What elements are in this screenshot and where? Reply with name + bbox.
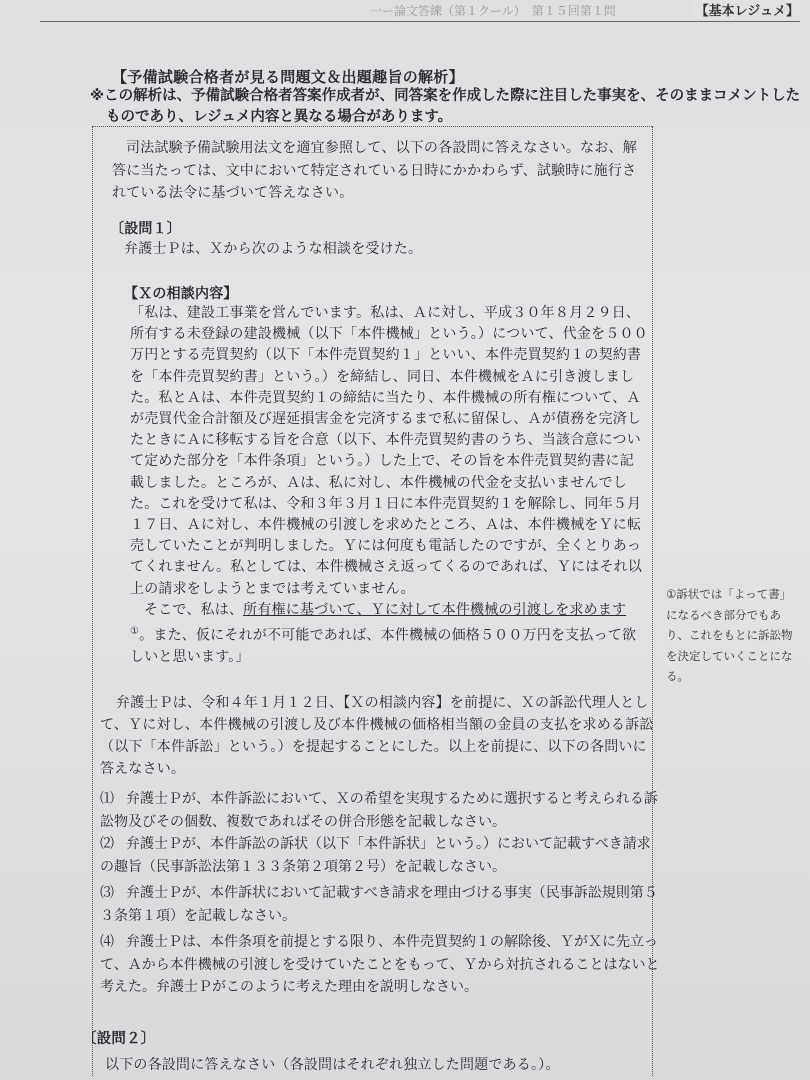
box-top-border (92, 126, 652, 127)
box-left-border (92, 126, 93, 1076)
underlined-claim: 所有権に基づいて、Ｙに対して本件機械の引渡しを求めます (243, 601, 627, 618)
annotation-mark: ① (130, 626, 140, 638)
sub-question-number: ⑷ (100, 934, 114, 950)
question-1-label: 〔設問１〕 (110, 221, 181, 237)
section-heading: 【予備試験合格者が見る問題文＆出題趣旨の解析】 (112, 68, 464, 86)
disclaimer-note: ※この解析は、予備試験合格者答案作成者が、同答案を作成した際に注目した事実を、そのままコメントしたものであり、レジュメ内容と異なる場合があります。 (90, 88, 801, 125)
margin-comment: ①訴状では「よって書」になるべき部分でもあり、これをもとに訴訟物を決定していくことになる。 (666, 587, 793, 683)
problem-intro: 司法試験予備試験用法文を適宜参照して、以下の各設問に答えなさい。なお、解答に当たっては、文中において特定されている日時にかかわらず、試験時に施行されている法令に基づいて答えなさい。 (112, 140, 637, 201)
sub-question-1 (100, 788, 660, 833)
sub-question-text: 弁護士Ｐが、本件訴訟において、Ｘの希望を実現するために選択すると考えられる訴訟物及びその個数、複数であればその併合形態を記載しなさい。 (100, 791, 658, 830)
question-2-label: 〔設問２〕 (82, 1031, 156, 1047)
sub-question-text: 弁護士Ｐが、本件訴訟の訴状（以下「本件訴状」という。）において記載すべき請求の趣旨（民事訴訟法第１３３条第２項第２号）を記載しなさい。 (100, 836, 651, 875)
consultation-content (130, 303, 648, 668)
sub-question-text: 弁護士Ｐが、本件訴状において記載すべき請求を理由づける事実（民事訴訟規則第５３条第１項）を記載しなさい。 (100, 885, 658, 924)
sub-question-number: ⑶ (100, 885, 114, 901)
consultation-paragraph-1: 「私は、建設工事業を営んでいます。私は、Ａに対し、平成３０年８月２９日、所有する未登録の建設機械（以下「本件機械」という。）について、代金を５００万円とする売買契約（以下「本件売買契約１」といい、本件売買契約１の契約書を「本件売買契約書」という。）を締結し、同日、本件機械をＡに引き渡しました。私とＡは、本件売買契約１の締結に当たり、本件機械の所有権について、Ａが売買代金合計額及び遅延損害金を完済するまで私に留保し、Ａが債務を完済したときにＡに移転する旨を合意（以下、本件売買契約書のうち、当該合意について定めた部分を「本件条項」という。）した上で、その旨を本件売買契約書に記載しました。ところが、Ａは、私に対し、本件機械の代金を支払いませんでした。これを受けて私は、令和３年３月１日に本件売買契約１を解除し、同年５月１７日、Ａに対し、本件機械の引渡しを求めたところ、Ａは、本件機械をＹに転売していたことが判明しました。Ｙには何度も電話したのですが、全くとりあってくれません。私としては、本件機械さえ返ってくるのであれば、Ｙにはそれ以上の請求をしようとまでは考えていません。 (130, 305, 648, 597)
consult-p2-start: そこで、私は、 (144, 601, 244, 618)
problem-body: 弁護士Ｐは、令和４年１月１２日、【Ｘの相談内容】を前提に、Ｘの訴訟代理人として、Ｙに対し、本件機械の引渡し及び本件機械の価格相当額の金員の支払を求める訴訟（以下「本件訴訟」という。）を提起することにした。以上を前提に、以下の各問いに答えなさい。 (100, 695, 654, 777)
running-header: 一ー論文答練（第１クール） 第１５回第１問 (370, 4, 616, 18)
sub-question-3 (100, 882, 660, 927)
question-1-text: 弁護士Ｐは、Ｘから次のような相談を受けた。 (124, 241, 423, 257)
question-2-text: 以下の各設問に答えなさい（各設問はそれぞれ独立した問題である。）。 (105, 1057, 560, 1073)
header-rule (40, 21, 800, 22)
sub-question-4 (100, 931, 660, 999)
sub-question-number: ⑵ (100, 836, 114, 852)
consultation-label: 【Ｘの相談内容】 (124, 286, 238, 302)
consult-p2-end: 。また、仮にそれが不可能であれば、本件機械の価格５００万円を支払って欲しいと思います。」 (130, 627, 637, 665)
sub-question-number: ⑴ (100, 791, 114, 807)
document-tag: 【基本レジュメ】 (693, 0, 802, 19)
sub-question-text: 弁護士Ｐは、本件条項を前提とする限り、本件売買契約１の解除後、ＹがＸに先立って、Ａから本件機械の引渡しを受けていたことをもって、Ｙから対抗されることはないと考えた。弁護士Ｐがこのように考えた理由を説明しなさい。 (100, 934, 660, 995)
sub-question-2 (100, 833, 660, 878)
consultation-paragraph-2 (130, 600, 648, 668)
